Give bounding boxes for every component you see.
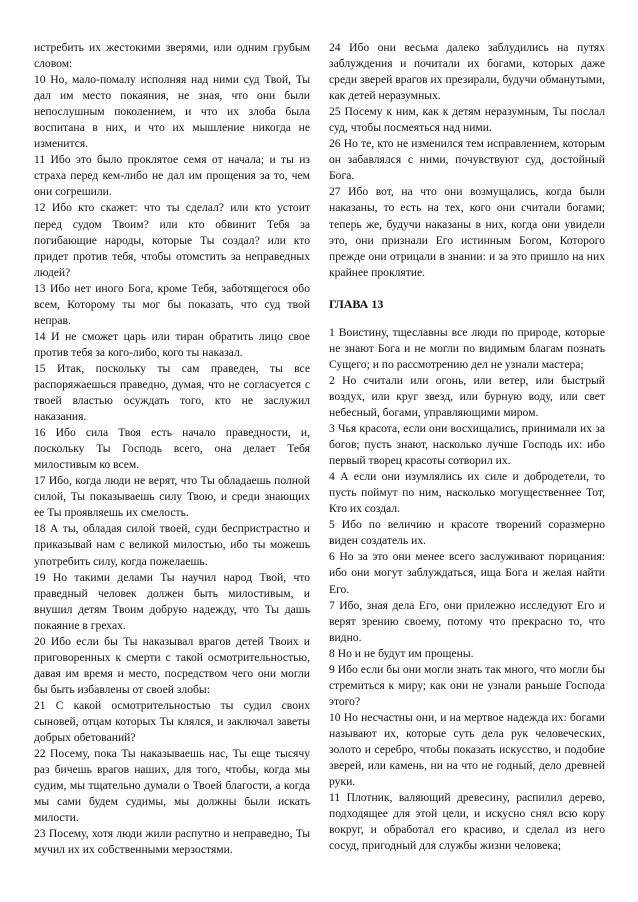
verse-text: 8 Но и не будут им прощены. <box>329 646 474 660</box>
verse-text: 3 Чья красота, если они восхищались, принимали их за богов; пусть знают, насколько лучше Господь их: ибо первый творец красоты сотворил их. <box>329 422 605 468</box>
left-text-column <box>34 40 310 858</box>
verse-text: истребить их жестокими зверями, или одним грубым словом: <box>34 41 310 71</box>
verse-text: 23 Посему, хотя люди жили распутно и неправедно, Ты мучил их их собственными мерзостями. <box>34 827 310 857</box>
verse-text: 27 Ибо вот, на что они возмущались, когда были наказаны, то есть на тех, кого они считали богами; теперь же, будучи наказаны в них, когда они увидели это, они признали Его истинным Богом, Которого прежде они отрицали в знании: и за это пришло на них крайнее проклятие. <box>329 185 605 279</box>
verse-text: 16 Ибо сила Твоя есть начало праведности, и, поскольку Ты Господь всего, она делает Тебя милостивым ко всем. <box>34 426 310 472</box>
verse-text: 11 Ибо это было проклятое семя от начала; и ты из страха перед кем-либо не дал им прощения за то, чем они согрешили. <box>34 153 310 199</box>
verse-text: 14 И не сможет царь или тиран обратить лицо свое против тебя за кого-либо, кого ты наказал. <box>34 329 310 359</box>
verse-text: 19 Но такими делами Ты научил народ Твой, что праведный человек должен быть милостивым, и внушил детям Твоим добрую надежду, что Ты дашь покаяние в грехах. <box>34 570 310 632</box>
verse-text: 24 Ибо они весьма далеко заблудились на путях заблуждения и почитали их богами, которых даже среди зверей врагов их презирали, будучи обманутыми, как детей неразумных. <box>329 41 605 103</box>
verse-text: 11 Плотник, валяющий древесину, распилил дерево, подходящее для этой цели, и искусно снял всю кору вокруг, и обработал его красиво, и сделал из него сосуд, пригодный для службы жизни человека; <box>329 791 605 853</box>
right-text-column <box>329 40 605 854</box>
verse-text: 26 Но те, кто не изменился тем исправлением, которым он забавлялся с ними, почувствуют суд, достойный Бога. <box>329 137 605 183</box>
verse-text: 22 Посему, пока Ты наказываешь нас, Ты еще тысячу раз бичешь врагов наших, для того, чтобы, когда мы судим, мы тщательно думали о Твоей благости, а когда мы сами будем судимы, мы должны были искать милости. <box>34 747 310 825</box>
verse-text: 15 Итак, поскольку ты сам праведен, ты все распоряжаешься праведно, думая, что не согласуется с твоей властью осуждать того, кто не заслужил наказания. <box>34 361 310 424</box>
verse-text: 5 Ибо по величию и красоте творений соразмерно виден создатель их. <box>329 518 605 548</box>
verse-text: 21 С какой осмотрительностью ты судил своих сыновей, отцам которых Ты клялся, и заключал заветы добрых обетований? <box>34 698 310 745</box>
verse-text: 13 Ибо нет иного Бога, кроме Тебя, заботящегося обо всем, Которому ты мог бы показать, что суд твой неправ. <box>34 281 310 327</box>
verse-text: 4 А если они изумлялись их силе и добродетели, то пусть поймут по ним, насколько могущественнее Тот, Кто их создал. <box>329 470 605 516</box>
verse-text: 9 Ибо если бы они могли знать так много, что могли бы стремиться к миру; как они не узнали раньше Господа этого? <box>329 662 605 708</box>
verse-text: 25 Посему к ним, как к детям неразумным, Ты послал суд, чтобы посмеяться над ними. <box>329 105 605 135</box>
verse-text: 12 Ибо кто скажет: что ты сделал? или кто устоит перед судом Твоим? или кто обвинит Тебя за погибающие народы, которые Ты создал? или кто придет против тебя, чтобы отомстить за неправедных людей? <box>34 201 310 279</box>
verse-text: 1 Воистину, тщеславны все люди по природе, которые не знают Бога и не могли по видимым благам познать Сущего; и по рассмотрению дел не узнали мастера; <box>329 325 605 371</box>
verse-text: 6 Но за это они менее всего заслуживают порицания: ибо они могут заблуждаться, ища Бога и желая найти Его. <box>329 550 605 596</box>
verse-text: 18 А ты, обладая силой твоей, суди беспристрастно и приказывай нам с великой милостью, ибо ты можешь употребить силу, когда пожелаешь. <box>34 522 310 568</box>
verse-text: 20 Ибо если бы Ты наказывал врагов детей Твоих и приговоренных к смерти с такой осмотрительностью, давая им время и место, посредством чего они могли бы быть избавлены от своей злобы: <box>34 634 310 696</box>
verse-text: 10 Но несчастны они, и на мертвое надежда их: богами называют их, которые суть дела рук человеческих, золото и серебро, чтобы показать искусство, и подобие зверей, или камень, ни на что не годный, дело древней руки. <box>329 710 605 789</box>
verse-text: 10 Но, мало-помалу исполняя над ними суд Твой, Ты дал им место покаяния, не зная, что они были непослушным поколением, и что их злоба была воспитана в них, и что их мышление никогда не изменится. <box>34 73 310 151</box>
verse-text: 17 Ибо, когда люди не верят, что Ты обладаешь полной силой, Ты показываешь силу Твою, и среди знающих ее Ты проявляешь их смелость. <box>34 474 310 520</box>
chapter-heading: ГЛАВА 13 <box>329 296 384 311</box>
verse-text: 7 Ибо, зная дела Его, они прилежно исследуют Его и верят зрению своему, потому что прекрасно то, что видно. <box>329 598 605 644</box>
verse-text: 2 Но считали или огонь, или ветер, или быстрый воздух, или круг звезд, или бурную воду, или свет небесный, богами, управляющими миром. <box>329 373 605 419</box>
